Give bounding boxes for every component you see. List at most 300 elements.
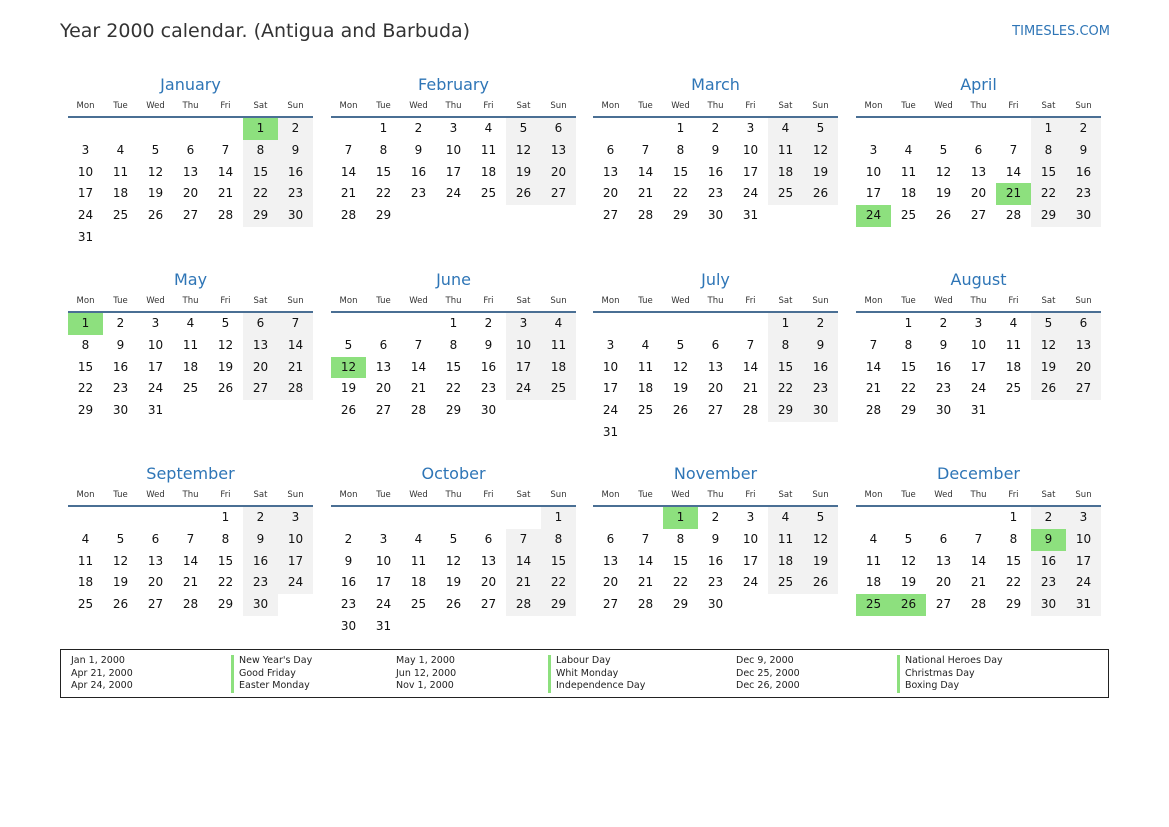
day-cell: 3 [746,121,755,135]
day-cell: 5 [803,507,838,529]
day-cell: 25 [541,378,576,400]
day-blank [331,313,366,335]
day-cell: 6 [1066,313,1101,335]
day-cell: 25 [900,208,917,223]
month-november [593,463,838,616]
holiday-name: Easter Monday [231,680,312,693]
day-cell: 25 [77,597,94,612]
day-cell: 19 [217,359,234,374]
day-cell: 3 [1066,507,1101,529]
month-march [593,74,838,227]
day-cell: 21 [865,381,882,396]
day-cell: 4 [81,531,90,546]
day-cell: 15 [672,164,689,179]
day-grid [593,313,838,444]
day-cell: 29 [217,597,234,612]
holiday-legend [60,649,1109,698]
day-cell: 6 [379,337,388,352]
day-blank [856,507,891,529]
day-cell: 7 [1009,142,1018,157]
day-cell: 3 [974,316,983,330]
day-cell: 12 [1031,335,1066,357]
day-cell: 17 [742,164,759,179]
day-cell: 23 [112,381,129,396]
day-cell: 22 [445,381,462,396]
weekday-label: Fri [1008,101,1019,111]
weekday-label: Sun [287,490,304,500]
day-cell: 25 [112,208,129,223]
month-may [68,269,313,422]
weekday-label: Fri [745,101,756,111]
day-cell: 28 [182,597,199,612]
holiday-name: Good Friday [231,668,312,681]
day-cell: 27 [182,208,199,223]
weekday-label: Thu [182,101,199,111]
month-name: May [173,270,208,289]
day-blank [891,507,926,529]
day-cell: 2 [278,118,313,140]
day-grid [593,118,838,227]
day-blank [593,118,628,140]
day-cell: 19 [112,575,129,590]
day-cell: 19 [340,381,357,396]
day-cell: 13 [1066,335,1101,357]
weekday-label: Fri [1008,296,1019,306]
day-cell: 8 [221,531,230,546]
day-cell: 7 [221,142,230,157]
weekday-label: Mon [339,296,358,306]
site-link[interactable]: TIMESLES.COM [1012,24,1110,39]
day-grid [331,118,576,227]
day-cell: 29 [900,403,917,418]
day-cell: 7 [746,337,755,352]
month-october [331,463,576,638]
month-name: July [701,270,730,289]
day-cell: 23 [410,186,427,201]
holiday-date: Dec 26, 2000 [736,680,800,691]
day-cell: 27 [935,597,952,612]
day-cell: 22 [1005,575,1022,590]
day-cell: 11 [112,164,129,179]
day-cell: 21 [970,575,987,590]
weekday-label: Sun [550,296,567,306]
day-cell: 24 [1066,572,1101,594]
weekday-label: Sun [812,101,829,111]
weekday-label: Fri [483,296,494,306]
day-cell: 3 [449,121,458,135]
weekday-header [68,98,313,118]
day-cell: 21 [182,575,199,590]
day-cell: 18 [637,381,654,396]
day-cell: 10 [506,335,541,357]
weekday-label: Mon [76,101,95,111]
day-cell: 29 [77,403,94,418]
day-cell: 11 [768,140,803,162]
day-cell: 13 [541,140,576,162]
day-cell: 7 [641,142,650,157]
day-grid [856,313,1101,422]
day-cell: 19 [445,575,462,590]
day-cell: 2 [344,531,353,546]
weekday-label: Sun [812,296,829,306]
day-cell: 1 [768,313,803,335]
day-cell: 28 [340,208,357,223]
day-cell: 23 [480,381,497,396]
day-cell: 3 [606,337,615,352]
day-cell: 22 [672,575,689,590]
day-cell: 12 [445,553,462,568]
day-cell: 17 [742,553,759,568]
day-cell: 24 [602,403,619,418]
day-cell: 20 [243,357,278,379]
day-cell: 21 [637,186,654,201]
day-cell: 27 [707,403,724,418]
day-cell: 27 [243,378,278,400]
day-cell: 15 [217,553,234,568]
day-cell: 1 [676,121,685,135]
day-cell: 10 [602,359,619,374]
day-cell: 11 [77,553,94,568]
day-cell: 16 [410,164,427,179]
weekday-label: Sat [253,101,268,111]
month-january [68,74,313,249]
day-cell: 17 [1066,551,1101,573]
day-cell: 8 [768,335,803,357]
day-blank [891,118,926,140]
day-blank [733,313,768,335]
day-cell: 10 [147,337,164,352]
day-cell: 6 [939,531,948,546]
day-cell: 29 [243,205,278,227]
weekday-label: Sat [253,490,268,500]
day-cell: 2 [414,121,423,135]
day-cell: 30 [803,400,838,422]
weekday-label: Sun [1075,490,1092,500]
day-cell: 7 [506,529,541,551]
day-cell: 24 [445,186,462,201]
day-blank [628,118,663,140]
day-cell: 18 [768,162,803,184]
day-cell: 5 [904,531,913,546]
day-cell: 30 [1031,594,1066,616]
weekday-label: Thu [182,490,199,500]
month-december [856,463,1101,616]
day-cell: 20 [375,381,392,396]
weekday-label: Sat [1041,490,1056,500]
day-blank [103,118,138,140]
day-cell: 12 [147,164,164,179]
day-cell: 14 [340,164,357,179]
weekday-label: Sun [812,490,829,500]
day-cell: 15 [1031,162,1066,184]
day-cell: 26 [445,597,462,612]
day-cell: 13 [602,553,619,568]
day-cell: 29 [445,403,462,418]
day-cell: 18 [865,575,882,590]
day-blank [331,118,366,140]
day-cell: 2 [243,507,278,529]
day-cell: 3 [81,142,90,157]
month-september [68,463,313,616]
day-cell: 26 [1031,378,1066,400]
day-cell: 13 [602,164,619,179]
day-cell: 18 [1005,359,1022,374]
day-cell: 4 [186,316,195,330]
day-cell: 10 [1066,529,1101,551]
weekday-header [331,98,576,118]
day-cell: 16 [112,359,129,374]
day-cell: 4 [641,337,650,352]
day-cell: 14 [637,553,654,568]
day-cell: 4 [869,531,878,546]
day-cell: 2 [484,316,493,330]
day-cell: 26 [672,403,689,418]
day-cell: 6 [606,531,615,546]
day-cell: 31 [1066,594,1101,616]
day-cell: 6 [151,531,160,546]
day-cell: 28 [1005,208,1022,223]
day-cell: 3 [506,313,541,335]
weekday-label: Tue [113,296,128,306]
weekday-header [593,293,838,313]
weekday-label: Sun [550,101,567,111]
day-cell: 20 [935,575,952,590]
day-cell: 28 [637,597,654,612]
weekday-label: Wed [671,490,690,500]
day-cell: 17 [278,551,313,573]
weekday-label: Thu [182,296,199,306]
day-blank [401,507,436,529]
day-cell: 14 [637,164,654,179]
day-cell: 22 [541,572,576,594]
day-cell-holiday: 1 [663,507,698,529]
holiday-date: Nov 1, 2000 [396,680,454,691]
day-cell: 4 [484,121,493,135]
day-cell: 14 [217,164,234,179]
day-cell: 6 [541,118,576,140]
day-cell: 22 [217,575,234,590]
day-cell: 6 [711,337,720,352]
day-cell: 10 [742,142,759,157]
day-cell: 19 [900,575,917,590]
day-cell: 12 [900,553,917,568]
day-grid [68,118,313,249]
day-cell: 7 [974,531,983,546]
day-cell: 26 [803,572,838,594]
day-cell: 5 [803,118,838,140]
day-cell: 22 [1031,183,1066,205]
day-cell: 17 [506,357,541,379]
day-cell: 30 [707,597,724,612]
weekday-label: Thu [707,296,724,306]
weekday-label: Mon [601,490,620,500]
day-cell-holiday: 24 [856,205,891,227]
day-cell: 3 [151,316,160,330]
day-cell: 10 [865,164,882,179]
day-cell: 26 [217,381,234,396]
day-blank [366,313,401,335]
day-cell: 12 [935,164,952,179]
day-cell: 8 [1031,140,1066,162]
day-cell: 15 [243,162,278,184]
day-cell: 13 [935,553,952,568]
weekday-label: Wed [409,101,428,111]
day-cell: 1 [541,507,576,529]
weekday-label: Fri [1008,490,1019,500]
day-cell: 2 [939,316,948,330]
weekday-label: Tue [638,296,653,306]
day-cell-holiday: 1 [243,118,278,140]
day-cell: 23 [935,381,952,396]
day-cell: 28 [742,403,759,418]
day-cell: 26 [935,208,952,223]
day-cell: 13 [375,359,392,374]
weekday-label: Mon [864,490,883,500]
day-blank [173,507,208,529]
day-cell-holiday: 25 [856,594,891,616]
day-cell: 27 [602,208,619,223]
day-cell: 11 [541,335,576,357]
weekday-label: Mon [339,101,358,111]
day-cell: 25 [768,572,803,594]
weekday-label: Sat [778,490,793,500]
day-cell: 4 [116,142,125,157]
day-cell: 14 [742,359,759,374]
day-blank [436,507,471,529]
day-cell: 18 [768,551,803,573]
day-cell: 30 [1066,205,1101,227]
day-cell: 31 [375,618,392,633]
day-cell: 20 [1066,357,1101,379]
day-cell: 1 [1009,510,1018,524]
day-cell: 13 [243,335,278,357]
weekday-label: Mon [864,296,883,306]
day-cell: 9 [278,140,313,162]
day-cell: 26 [340,403,357,418]
weekday-label: Wed [671,296,690,306]
day-cell: 22 [672,186,689,201]
day-cell: 4 [414,531,423,546]
holiday-date: Dec 25, 2000 [736,667,800,679]
day-cell: 31 [147,403,164,418]
day-cell: 1 [221,510,230,524]
day-cell: 16 [340,575,357,590]
day-cell: 1 [379,121,388,135]
day-cell: 28 [506,594,541,616]
day-blank [331,507,366,529]
day-cell: 24 [742,186,759,201]
day-blank [138,507,173,529]
day-cell: 10 [77,164,94,179]
day-cell: 14 [506,551,541,573]
weekday-label: Fri [220,490,231,500]
day-cell: 5 [676,337,685,352]
day-cell: 5 [344,337,353,352]
day-cell: 2 [1066,118,1101,140]
day-cell: 16 [1066,162,1101,184]
day-cell-holiday: 26 [891,594,926,616]
day-cell: 24 [742,575,759,590]
day-cell: 19 [147,186,164,201]
day-cell: 31 [602,424,619,439]
day-blank [961,118,996,140]
day-blank [996,118,1031,140]
day-cell: 30 [340,618,357,633]
month-name: April [960,75,997,94]
day-cell: 30 [707,208,724,223]
weekday-label: Mon [864,101,883,111]
day-cell: 5 [449,531,458,546]
day-cell: 9 [939,337,948,352]
day-cell: 9 [803,335,838,357]
day-cell: 18 [900,186,917,201]
day-cell: 27 [541,183,576,205]
day-cell: 25 [1005,381,1022,396]
day-cell: 4 [768,507,803,529]
day-cell: 17 [375,575,392,590]
day-cell: 23 [243,572,278,594]
weekday-label: Wed [671,101,690,111]
day-cell: 23 [707,186,724,201]
holiday-date: Apr 24, 2000 [71,680,133,691]
day-cell: 11 [1005,337,1022,352]
weekday-label: Thu [970,101,987,111]
day-cell: 28 [217,208,234,223]
day-cell: 9 [414,142,423,157]
weekday-label: Thu [445,296,462,306]
day-cell: 25 [637,403,654,418]
weekday-label: Wed [409,296,428,306]
day-cell: 12 [803,140,838,162]
day-cell: 23 [278,183,313,205]
day-cell: 9 [711,531,720,546]
day-cell: 15 [77,359,94,374]
day-blank [471,507,506,529]
day-blank [856,118,891,140]
holiday-name: Labour Day [548,655,645,668]
day-cell: 24 [77,208,94,223]
day-cell: 21 [340,186,357,201]
day-cell: 24 [506,378,541,400]
weekday-label: Tue [901,490,916,500]
day-cell: 13 [182,164,199,179]
month-name: January [160,75,221,94]
day-cell: 8 [1009,531,1018,546]
day-cell: 18 [480,164,497,179]
weekday-label: Wed [146,101,165,111]
weekday-label: Mon [601,101,620,111]
day-cell: 13 [480,553,497,568]
day-cell: 3 [869,142,878,157]
day-cell: 19 [803,162,838,184]
weekday-label: Sat [253,296,268,306]
day-cell: 5 [1031,313,1066,335]
day-cell: 23 [340,597,357,612]
weekday-label: Sun [287,101,304,111]
day-cell: 18 [112,186,129,201]
month-name: October [421,464,486,483]
day-cell: 17 [865,186,882,201]
day-cell: 1 [449,316,458,330]
day-cell: 1 [1031,118,1066,140]
day-cell: 28 [865,403,882,418]
day-cell: 11 [410,553,427,568]
day-cell: 14 [970,553,987,568]
month-name: November [673,464,758,483]
day-blank [138,118,173,140]
day-cell: 27 [602,597,619,612]
day-cell: 5 [506,118,541,140]
